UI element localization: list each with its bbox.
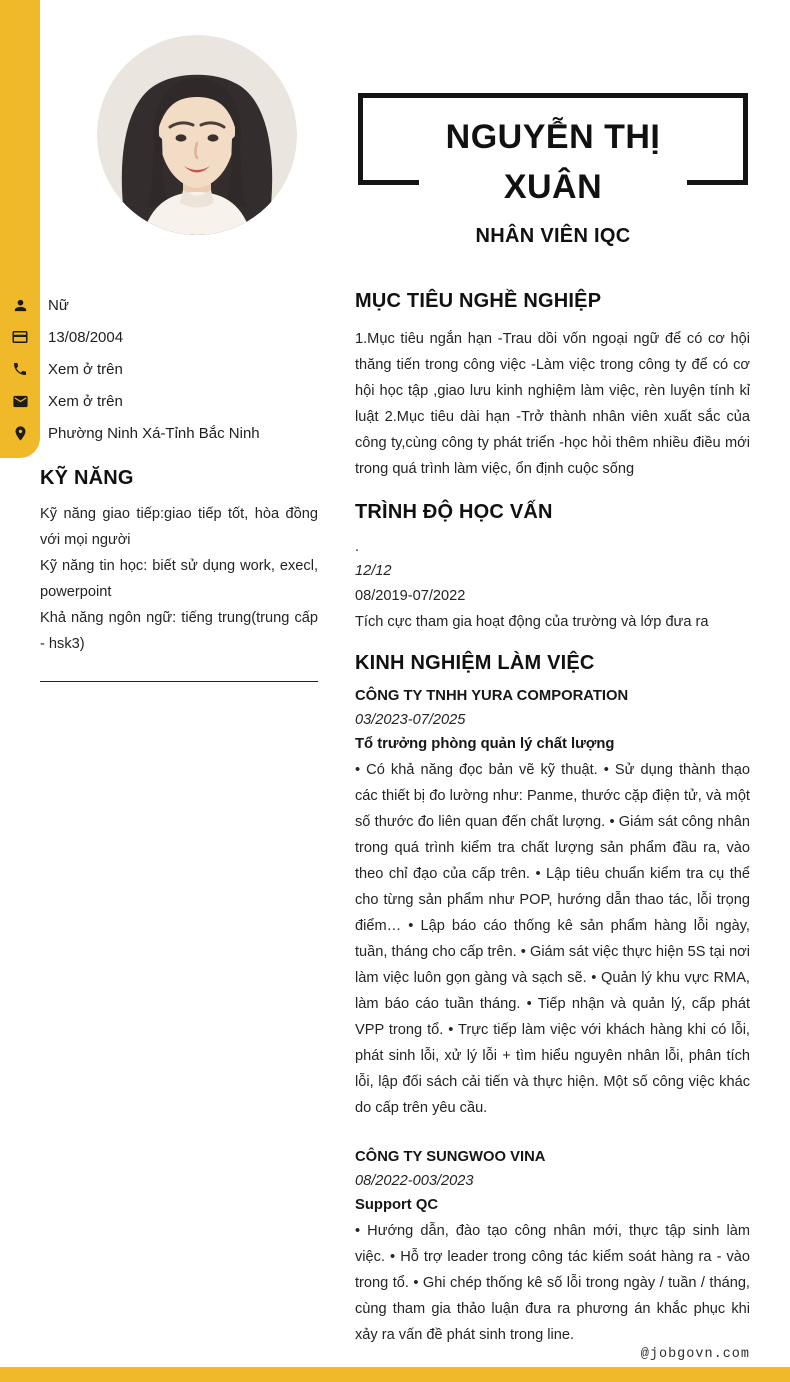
person-icon	[0, 297, 40, 314]
objective-body: 1.Mục tiêu ngắn hạn -Trau dồi vốn ngoại ngữ để có cơ hội thăng tiến trong công việc -Làm việc trong công ty để có cơ hội học tập ,giao lưu kinh nghiệm làm việc, rèn luyện tính kỉ luật 2.Mục tiêu dài hạn -Trở thành nhân viên xuất sắc của công ty,cùng công ty phát triển -học hỏi thêm nhiều điều mới trong quá trình làm việc, ổn định cuộc sống	[355, 331, 750, 477]
education-section	[355, 501, 750, 635]
education-school: .	[355, 539, 360, 555]
address-row	[0, 417, 350, 449]
job-company: CÔNG TY TNHH YURA COMPORATION	[355, 688, 629, 704]
address-value: Phường Ninh Xá-Tỉnh Bắc Ninh	[48, 424, 260, 442]
education-description: Tích cực tham gia hoạt động của trường và lớp đưa ra	[355, 614, 709, 630]
phone-icon	[0, 361, 40, 377]
birthdate-value: 13/08/2004	[48, 328, 124, 346]
job-description: • Hướng dẫn, đào tạo công nhân mới, thực tập sinh làm việc. • Hỗ trợ leader trong công tác kiểm soát hàng ra - vào trong tổ. • Ghi chép thống kê số lỗi trong ngày / tuần / tháng, cùng tham gia thảo luận đưa ra phương án khắc phục khi xảy ra vấn đề phát sinh trong line.	[355, 1223, 750, 1343]
email-row	[0, 385, 350, 417]
skill-item: Kỹ năng tin học: biết sử dụng work, execl, powerpoint	[40, 558, 318, 600]
email-icon	[0, 393, 40, 410]
candidate-name: NGUYỄN THỊ XUÂN	[419, 112, 687, 212]
main-column	[355, 290, 750, 1348]
profile-photo	[97, 35, 297, 235]
skills-divider	[40, 681, 318, 682]
job-role: Tổ trưởng phòng quản lý chất lượng	[355, 736, 615, 752]
email-value: Xem ở trên	[48, 392, 123, 410]
job-period: 08/2022-003/2023	[355, 1173, 474, 1189]
skills-heading: KỸ NĂNG	[40, 467, 134, 489]
job-entry	[355, 1145, 750, 1348]
phone-value: Xem ở trên	[48, 360, 123, 378]
job-role: Support QC	[355, 1197, 439, 1213]
profile-photo-illustration	[97, 35, 297, 235]
skill-item: Kỹ năng giao tiếp:giao tiếp tốt, hòa đồng với mọi người	[40, 506, 318, 548]
candidate-job-title: NHÂN VIÊN IQC	[475, 225, 631, 247]
location-icon	[0, 425, 40, 442]
experience-heading: KINH NGHIỆM LÀM VIỆC	[355, 652, 595, 674]
gender-value: Nữ	[48, 296, 69, 314]
gender-row	[0, 289, 350, 321]
job-entry	[355, 684, 750, 1121]
watermark-credit: @jobgovn.com	[640, 1347, 750, 1362]
skills-section	[40, 467, 318, 682]
personal-info-list	[0, 289, 350, 449]
phone-row	[0, 353, 350, 385]
education-period: 08/2019-07/2022	[355, 588, 466, 604]
id-card-icon	[0, 328, 40, 346]
job-company: CÔNG TY SUNGWOO VINA	[355, 1149, 546, 1165]
job-period: 03/2023-07/2025	[355, 712, 466, 728]
education-heading: TRÌNH ĐỘ HỌC VẤN	[355, 501, 553, 523]
education-degree: 12/12	[355, 563, 392, 579]
objective-section	[355, 290, 750, 482]
objective-heading: MỤC TIÊU NGHỀ NGHIỆP	[355, 290, 602, 312]
experience-section	[355, 652, 750, 1348]
footer-accent-bar	[0, 1367, 790, 1382]
skill-item: Khả năng ngôn ngữ: tiếng trung(trung cấp - hsk3)	[40, 610, 318, 652]
birthdate-row	[0, 321, 350, 353]
job-description: • Có khả năng đọc bản vẽ kỹ thuật. • Sử dụng thành thạo các thiết bị đo lường như: Panme, thước cặp điện tử, và một số thước đo liên quan đến chất lượng. • Giám sát công nhân trong quá trình kiểm tra chất lượng sản phẩm đầu ra, vào theo chỉ đạo của cấp trên. • Lập tiêu chuẩn kiểm tra cụ thể cho từng sản phẩm như POP, hướng dẫn thao tác, lỗi trọng điểm… • Lập báo cáo thống kê sản phẩm hàng lỗi ngày, tuần, tháng cho cấp trên. • Giám sát việc thực hiện 5S tại nơi làm việc luôn gọn gàng và sạch sẽ. • Quản lý khu vực RMA, làm báo cáo tuần tháng. • Tiếp nhận và quản lý, cấp phát VPP trong tổ. • Trực tiếp làm việc với khách hàng khi có lỗi, phát sinh lỗi, xử lý lỗi + tìm hiểu nguyên nhân lỗi, phân tích lỗi, lập đối sách cải tiến và thực hiện. Một số công việc khác do cấp trên yêu cầu.	[355, 762, 750, 1116]
